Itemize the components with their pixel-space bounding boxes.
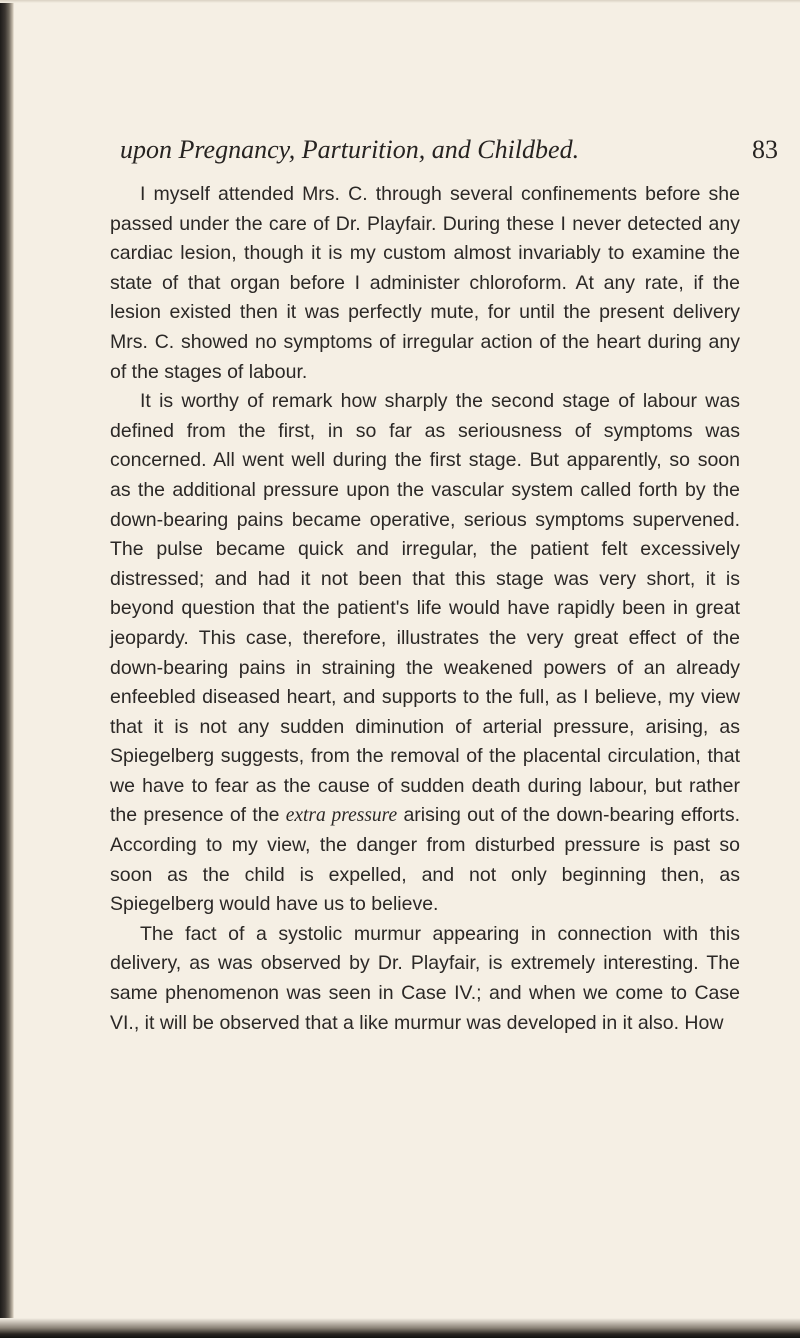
paragraph-2: [110, 387, 740, 920]
paragraph-2-text-before: It is worthy of remark how sharply the second stage of labour was defined from the first, in so far as seriousness of symptoms was concerned. All went well during the first stage. But apparently, so soon as the additional pressure upon the vascular system called forth by the down-bearing pains became operative, serious symptoms supervened. The pulse became quick and irregular, the patient felt excessively distressed; and had it not been that this stage was very short, it is beyond question that the patient's life would have rapidly been in great jeopardy. This case, therefore, illustrates the very great effect of the down-bearing pains in straining the weakened powers of an already enfeebled diseased heart, and supports to the full, as I believe, my view that it is not any sudden diminution of arterial pressure, arising, as Spiegelberg suggests, from the removal of the placental circulation, that we have to fear as the cause of sudden death during labour, but rather the presence of the: [110, 390, 740, 827]
bottom-page-edge: [0, 1318, 800, 1338]
page-number: 83: [752, 135, 778, 164]
binding-shadow: [0, 0, 14, 1338]
running-head-title: upon Pregnancy, Parturition, and Childbed.: [120, 135, 580, 164]
paragraph-3: The fact of a systolic murmur appearing in connection with this delivery, as was observed by Dr. Playfair, is extremely interesting. The same phenomenon was seen in Case IV.; and when we come to Case VI., it will be observed that a like murmur was developed in it also. How: [110, 922, 740, 1034]
paragraph-2-emphasis: extra pressure: [285, 805, 398, 827]
top-page-edge: [0, 0, 800, 3]
running-head: [120, 134, 780, 166]
paragraph-1: I myself attended Mrs. C. through several confinements before she passed under the care of Dr. Playfair. During these I never detected any cardiac lesion, though it is my custom almost invariably to examine the state of that organ before I administer chloroform. At any rate, if the lesion existed then it was perfectly mute, for until the present delivery Mrs. C. showed no symptoms of irregular action of the heart during any of the stages of labour.: [110, 183, 740, 383]
body-text: [110, 180, 740, 1038]
paragraph-2-text-after: arising out of the down-bearing efforts. According to my view, the danger from disturbed pressure is past so soon as the child is expelled, and not only beginning then, as Spiegelberg would have us to believe.: [110, 804, 740, 916]
